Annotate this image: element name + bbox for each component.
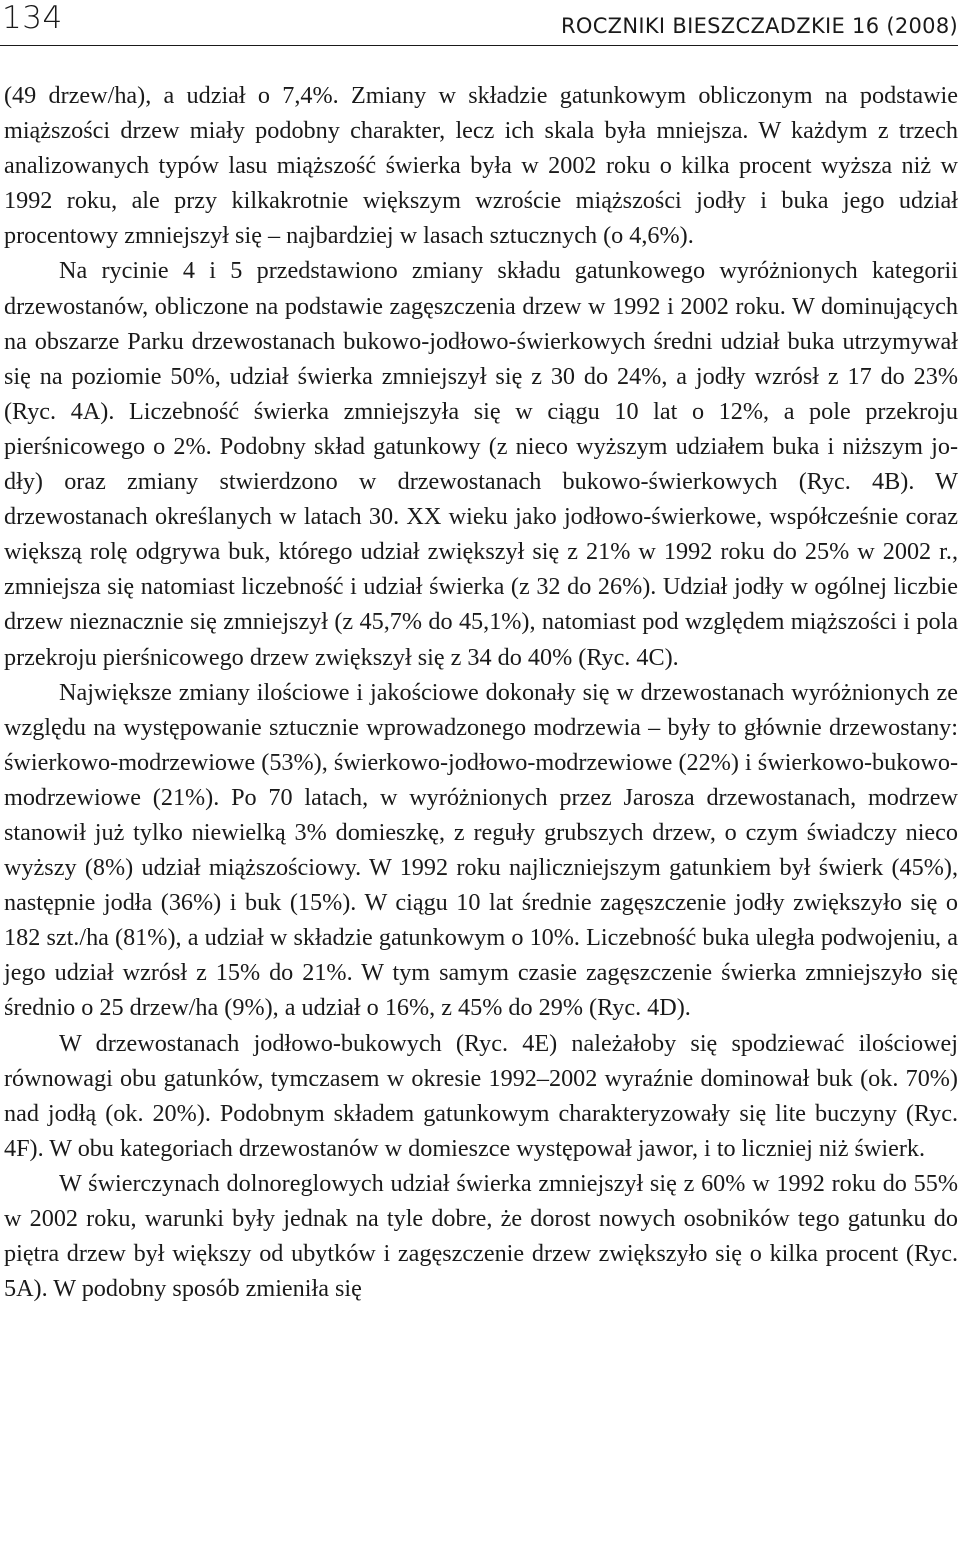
paragraph: Na rycinie 4 i 5 przedstawiono zmiany składu gatunkowego wyróżnionych kategorii drzewostanów, obliczone na podstawie zagęszczenia drzew w 1992 i 2002 roku. W dominujących na obszarze Parku drzewostanach bukowo-jodłowo-świerkowych średni udział buka utrzymywał się na poziomie 50%, udział świerka zmniejszył się z 30 do 24%, a jodły wzrósł z 17 do 23% (Ryc. 4A). Liczebność świerka zmniejszyła się w ciągu 10 lat o 12%, a pole przekroju pierśnicowego o 2%. Podobny skład gatunkowy (z nieco wyższym udziałem buka i niższym jodły) oraz zmiany stwierdzono w drzewostanach bukowo-świerkowych (Ryc. 4B). W drzewostanach określanych w latach 30. XX wieku jako jodłowo-świerkowe, współcześnie coraz większą rolę odgrywa buk, którego udział zwiększył się z 21% w 1992 roku do 25% w 2002 r., zmniejsza się natomiast liczebność i udział świerka (z 32 do 26%). Udział jodły w ogólnej liczbie drzew nieznacznie się zmniejszył (z 45,7% do 45,1%), natomiast pod względem miąższości i pola przekroju pierśnicowego drzew zwiększył się z 34 do 40% (Ryc. 4C).: [4, 257, 958, 671]
running-title: ROCZNIKI BIESZCZADZKIE 16 (2008): [560, 14, 958, 38]
paragraph: W świerczynach dolnoreglowych udział świerka zmniejszył się z 60% w 1992 roku do 55% w 2002 roku, warunki były jednak na tyle dobre, że dorost nowych osobników tego gatunku do piętra drzew był większy od ubytków i zagęszczenie drzew zwiększyło się o kilka procent (Ryc. 5A). W podobny sposób zmieniła się: [4, 1169, 958, 1303]
paragraph: W drzewostanach jodłowo-bukowych (Ryc. 4E) należałoby się spodziewać ilościowej równowagi obu gatunków, tymczasem w okresie 1992–2002 wyraźnie dominował buk (ok. 70%) nad jodłą (ok. 20%). Podobnym składem gatunkowym charakteryzowały się lite buczyny (Ryc. 4F). W obu kategoriach drzewostanów w domieszce występował jawor, i to liczniej niż świerk.: [4, 1029, 958, 1162]
page-header: [0, 0, 960, 48]
header-rule: [0, 45, 958, 46]
paragraph: Największe zmiany ilościowe i jakościowe dokonały się w drzewostanach wyróżnionych ze względu na występowanie sztucznie wprowadzonego modrzewia – były to głównie drzewostany: świerkowo-modrzewiowe (53%), świerkowo-jodłowo-modrzewiowe (22%) i świerkowo-bukowo-modrzewiowe (21%). Po 70 latach, w wyróżnionych przez Jarosza drzewostanach, modrzew stanowił już tylko niewielką 3% domieszkę, z reguły grubszych drzew, o czym świadczy nieco wyższy (8%) udział miąższościowy. W 1992 roku najliczniejszym gatunkiem był świerk (45%), następnie jodła (36%) i buk (15%). W ciągu 10 lat średnie zagęszczenie jodły zwiększyło się o 182 szt./ha (81%), a udział w składzie gatunkowym o 10%. Liczebność buka uległa podwojeniu, a jego udział wzrósł z 15% do 21%. W tym samym czasie zagęszczenie świerka zmniejszyło się średnio o 25 drzew/ha (9%), a udział o 16%, z 45% do 29% (Ryc. 4D).: [4, 678, 958, 1022]
page-number: 134: [2, 0, 63, 36]
body-text: [4, 78, 958, 1306]
paragraph: (49 drzew/ha), a udział o 7,4%. Zmiany w składzie gatunkowym obliczonym na podstawie miąższości drzew miały podobny charakter, lecz ich skala była mniejsza. W każdym z trzech analizowanych typów lasu miąższość świerka była w 2002 roku o kilka procent wyższa niż w 1992 roku, ale przy kilkakrotnie większym wzroście miąższości jodły i buka jego udział procentowy zmniejszył się – najbardziej w lasach sztucznych (o 4,6%).: [4, 82, 958, 250]
